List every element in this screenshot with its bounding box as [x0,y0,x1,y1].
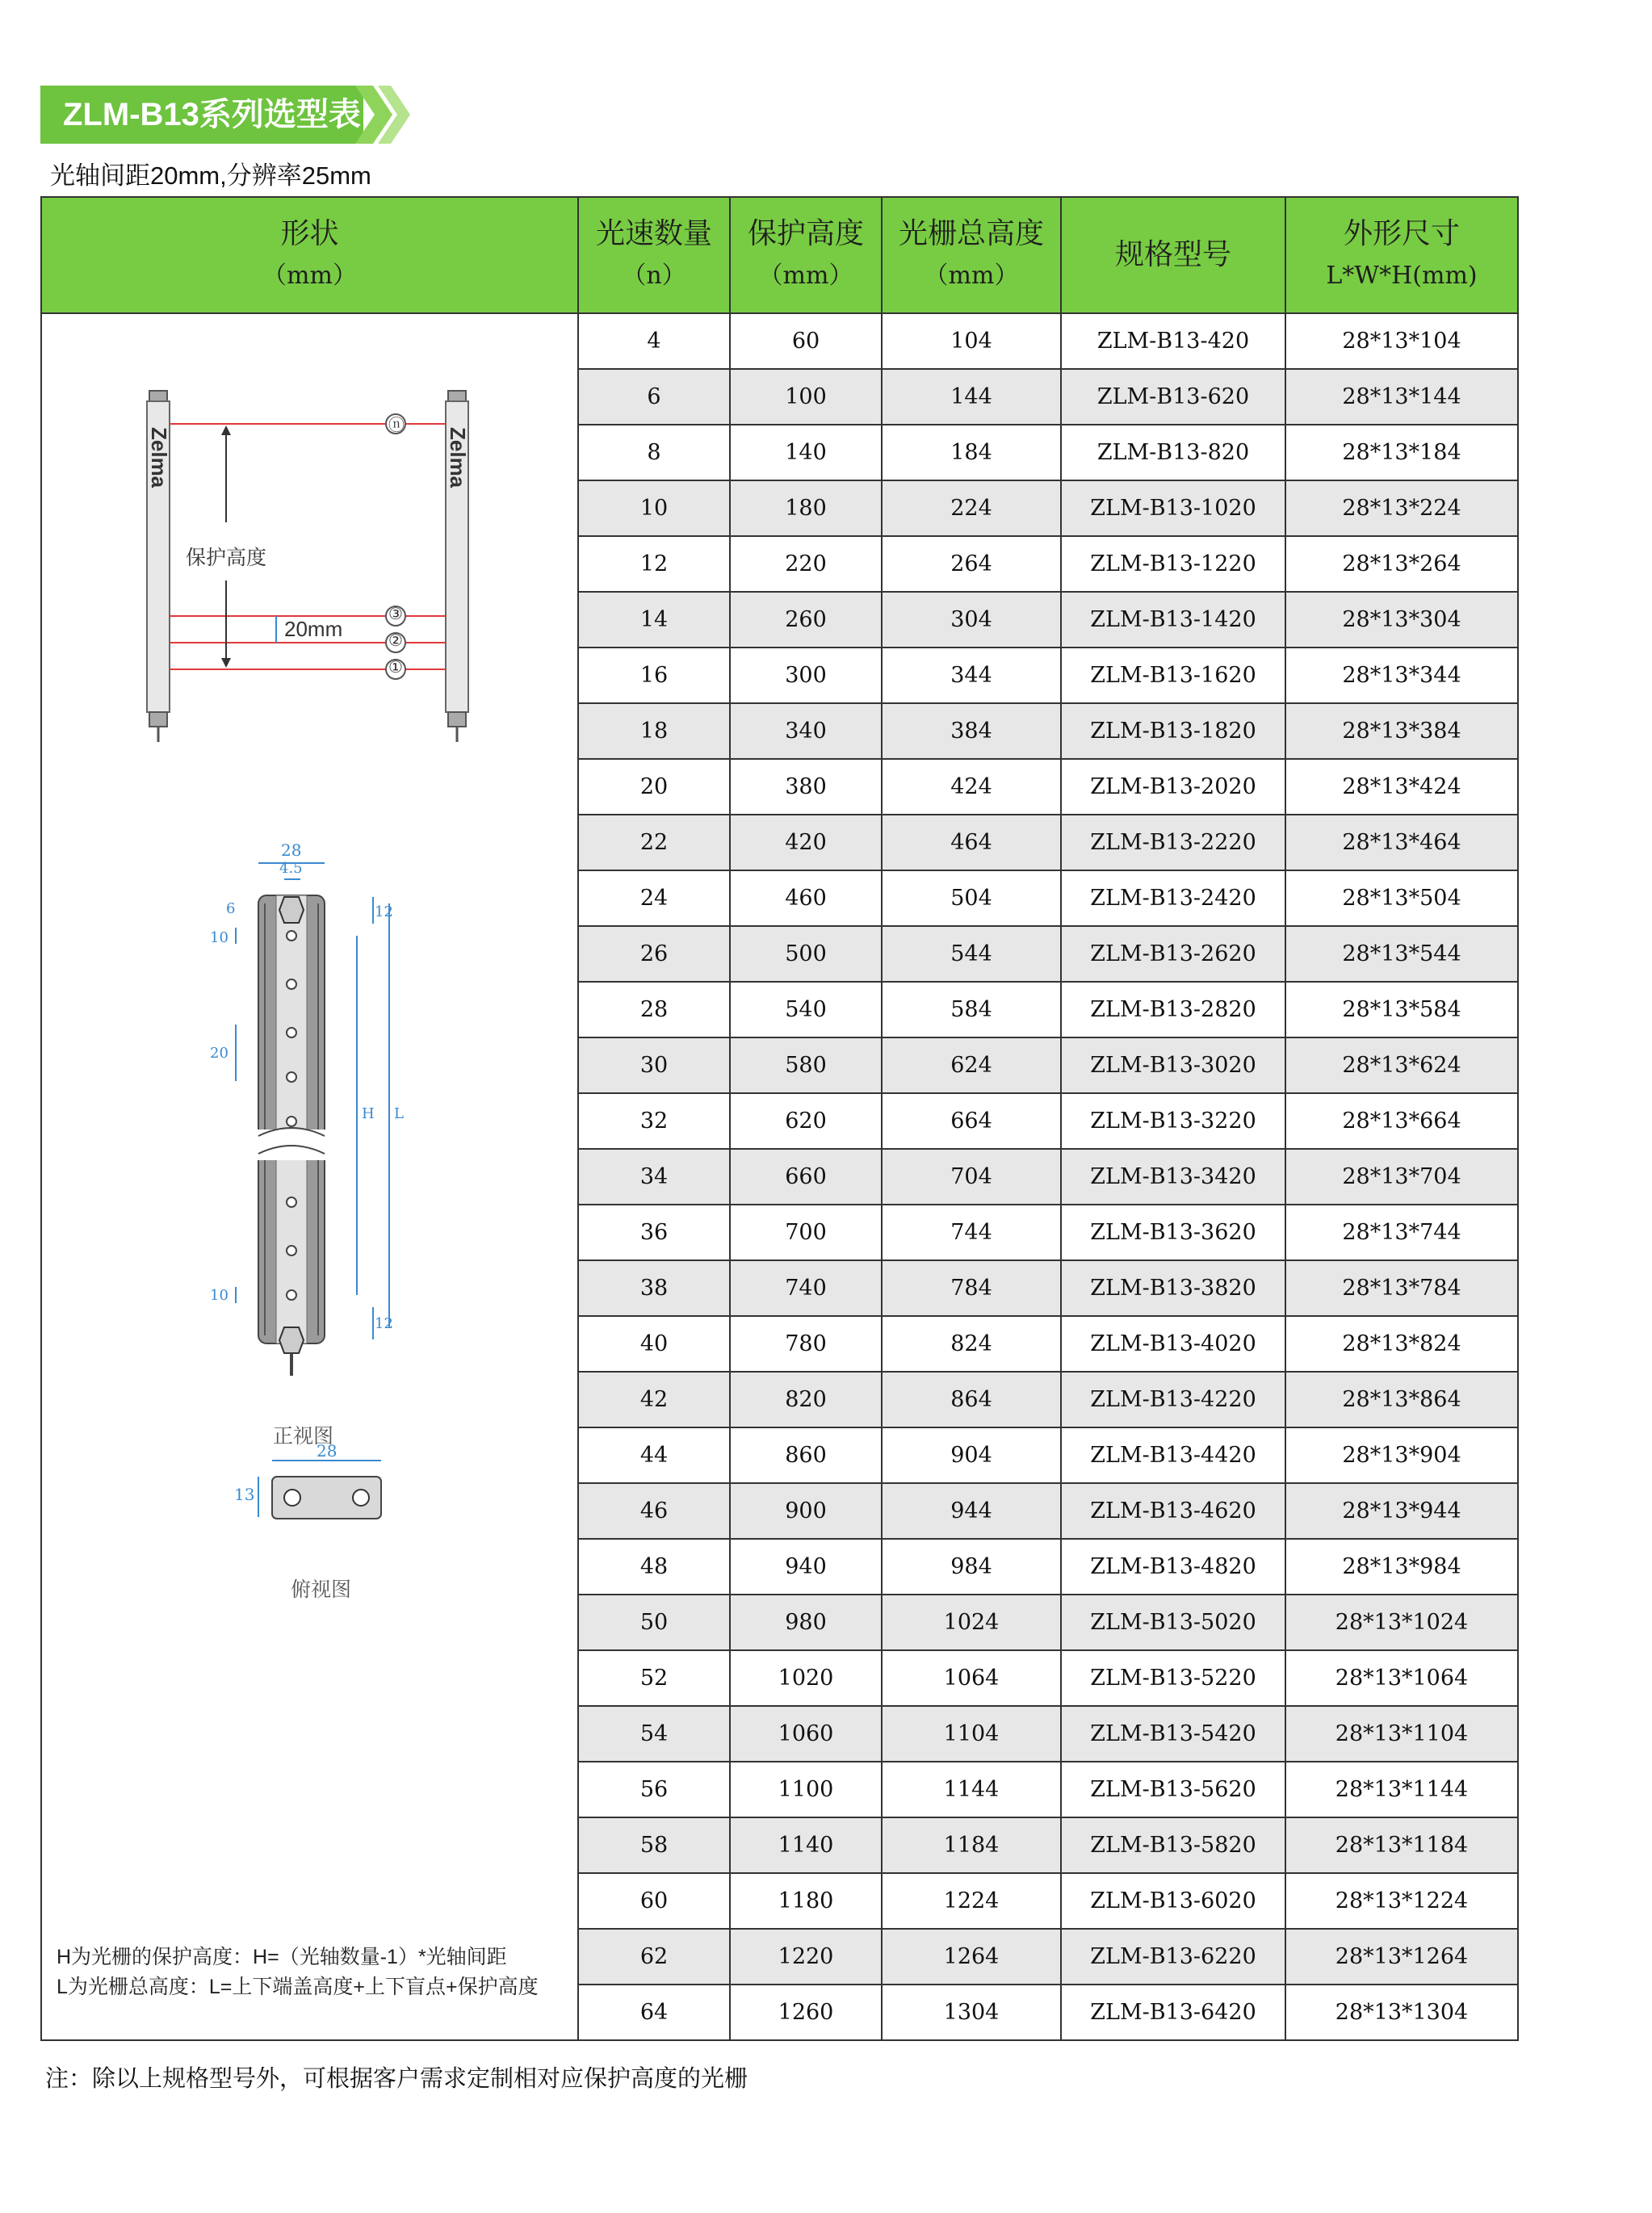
table-cell-n: 12 [578,536,730,592]
table-cell-h: 820 [730,1372,882,1427]
table-cell-size: 28*13*904 [1285,1427,1518,1483]
table-cell-n: 22 [578,815,730,870]
table-cell-n: 34 [578,1149,730,1205]
table-cell-size: 28*13*1224 [1285,1873,1518,1929]
table-cell-h: 220 [730,536,882,592]
table-cell-total: 744 [882,1205,1061,1260]
formula-h: H为光栅的保护高度：H=（光轴数量-1）*光轴间距 [57,1946,507,1968]
beam-label-n: ⓝ [388,415,405,434]
table-cell-total: 464 [882,815,1061,870]
table-cell-total: 824 [882,1316,1061,1372]
dim-width: 28 [281,840,302,860]
table-cell-model: ZLM-B13-1620 [1061,648,1285,703]
table-cell-size: 28*13*824 [1285,1316,1518,1372]
table-cell-total: 544 [882,926,1061,982]
table-cell-n: 20 [578,759,730,815]
table-cell-model: ZLM-B13-3420 [1061,1149,1285,1205]
dim-top-gap: 6 [226,900,236,917]
table-cell-model: ZLM-B13-4820 [1061,1539,1285,1595]
table-row [41,313,1518,369]
table-cell-total: 264 [882,536,1061,592]
table-cell-h: 660 [730,1149,882,1205]
protect-height-label: 保护高度 [186,547,267,569]
dim-offset: 4.5 [279,860,303,877]
table-cell-size: 28*13*264 [1285,536,1518,592]
table-cell-size: 28*13*1064 [1285,1650,1518,1706]
table-cell-total: 344 [882,648,1061,703]
table-cell-total: 944 [882,1483,1061,1539]
table-cell-n: 26 [578,926,730,982]
pitch-label: 20mm [284,617,343,641]
table-cell-total: 1224 [882,1873,1061,1929]
table-cell-n: 64 [578,1985,730,2040]
table-cell-model: ZLM-B13-1020 [1061,480,1285,536]
table-cell-h: 1100 [730,1762,882,1817]
table-cell-h: 540 [730,982,882,1037]
table-cell-n: 32 [578,1093,730,1149]
table-cell-total: 1184 [882,1817,1061,1873]
table-cell-model: ZLM-B13-2620 [1061,926,1285,982]
table-cell-model: ZLM-B13-2220 [1061,815,1285,870]
table-cell-model: ZLM-B13-1820 [1061,703,1285,759]
table-cell-model: ZLM-B13-5820 [1061,1817,1285,1873]
table-cell-n: 10 [578,480,730,536]
table-cell-model: ZLM-B13-820 [1061,425,1285,480]
table-cell-size: 28*13*584 [1285,982,1518,1037]
table-cell-total: 384 [882,703,1061,759]
selection-table [40,196,1519,2041]
table-cell-total: 504 [882,870,1061,926]
beam-label-2: ② [388,631,403,650]
table-cell-total: 904 [882,1427,1061,1483]
col-header-beam-count: 光速数量 （n） [578,197,730,313]
table-cell-total: 424 [882,759,1061,815]
table-cell-size: 28*13*1184 [1285,1817,1518,1873]
table-cell-model: ZLM-B13-5620 [1061,1762,1285,1817]
table-cell-model: ZLM-B13-4620 [1061,1483,1285,1539]
table-cell-size: 28*13*1304 [1285,1985,1518,2040]
table-cell-size: 28*13*1024 [1285,1595,1518,1650]
table-cell-n: 36 [578,1205,730,1260]
table-cell-h: 700 [730,1205,882,1260]
table-cell-model: ZLM-B13-620 [1061,369,1285,425]
table-cell-h: 860 [730,1427,882,1483]
table-cell-h: 60 [730,313,882,369]
table-cell-total: 104 [882,313,1061,369]
table-cell-model: ZLM-B13-1220 [1061,536,1285,592]
dim-H: H [362,1105,375,1122]
dim-top-cap: 12 [375,903,393,920]
table-cell-size: 28*13*504 [1285,870,1518,926]
chevron-arrows-icon [355,86,420,144]
table-cell-size: 28*13*1144 [1285,1762,1518,1817]
table-cell-model: ZLM-B13-3820 [1061,1260,1285,1316]
table-cell-model: ZLM-B13-2420 [1061,870,1285,926]
dim-bottom-cap: 12 [375,1315,393,1332]
table-cell-n: 60 [578,1873,730,1929]
table-cell-h: 1220 [730,1929,882,1985]
table-cell-size: 28*13*344 [1285,648,1518,703]
table-cell-n: 42 [578,1372,730,1427]
top-view-caption: 俯视图 [291,1578,352,1601]
table-cell-total: 224 [882,480,1061,536]
table-cell-n: 48 [578,1539,730,1595]
table-cell-total: 304 [882,592,1061,648]
table-cell-total: 784 [882,1260,1061,1316]
table-cell-size: 28*13*144 [1285,369,1518,425]
table-cell-model: ZLM-B13-6020 [1061,1873,1285,1929]
table-cell-size: 28*13*464 [1285,815,1518,870]
dim-first: 10 [210,929,229,946]
table-cell-total: 144 [882,369,1061,425]
table-cell-size: 28*13*424 [1285,759,1518,815]
table-cell-size: 28*13*624 [1285,1037,1518,1093]
table-cell-h: 580 [730,1037,882,1093]
table-cell-n: 4 [578,313,730,369]
col-header-model: 规格型号 [1061,197,1285,313]
top-dim-width: 28 [317,1441,338,1461]
table-cell-model: ZLM-B13-2820 [1061,982,1285,1037]
table-cell-model: ZLM-B13-3620 [1061,1205,1285,1260]
table-cell-size: 28*13*1104 [1285,1706,1518,1762]
table-cell-size: 28*13*664 [1285,1093,1518,1149]
table-cell-total: 1304 [882,1985,1061,2040]
table-cell-h: 940 [730,1539,882,1595]
table-cell-h: 1260 [730,1985,882,2040]
table-cell-model: ZLM-B13-4420 [1061,1427,1285,1483]
table-cell-model: ZLM-B13-2020 [1061,759,1285,815]
table-cell-total: 584 [882,982,1061,1037]
table-cell-size: 28*13*544 [1285,926,1518,982]
table-cell-h: 420 [730,815,882,870]
spec-subtitle: 光轴间距20mm,分辨率25mm [50,161,371,190]
beam-label-1: ① [388,657,403,677]
table-cell-n: 50 [578,1595,730,1650]
table-cell-size: 28*13*704 [1285,1149,1518,1205]
shape-diagram-cell [41,313,578,2040]
brand-label-right: Zelma [446,427,470,488]
table-cell-h: 1180 [730,1873,882,1929]
table-cell-size: 28*13*784 [1285,1260,1518,1316]
brand-label-left: Zelma [147,427,171,488]
table-cell-model: ZLM-B13-3220 [1061,1093,1285,1149]
table-cell-h: 460 [730,870,882,926]
table-cell-total: 624 [882,1037,1061,1093]
formula-l: L为光栅总高度：L=上下端盖高度+上下盲点+保护高度 [57,1976,539,1998]
table-cell-n: 54 [578,1706,730,1762]
table-cell-total: 984 [882,1539,1061,1595]
table-cell-size: 28*13*744 [1285,1205,1518,1260]
table-cell-h: 740 [730,1260,882,1316]
table-cell-n: 62 [578,1929,730,1985]
table-cell-h: 380 [730,759,882,815]
table-cell-model: ZLM-B13-4220 [1061,1372,1285,1427]
col-header-dimensions: 外形尺寸 L*W*H(mm) [1285,197,1518,313]
table-cell-model: ZLM-B13-3020 [1061,1037,1285,1093]
table-cell-n: 44 [578,1427,730,1483]
table-cell-model: ZLM-B13-5020 [1061,1595,1285,1650]
table-cell-h: 500 [730,926,882,982]
table-cell-h: 1020 [730,1650,882,1706]
table-cell-h: 100 [730,369,882,425]
table-cell-model: ZLM-B13-5220 [1061,1650,1285,1706]
table-cell-h: 980 [730,1595,882,1650]
table-cell-total: 1024 [882,1595,1061,1650]
series-title-banner: ZLM-B13系列选型表 [40,86,363,144]
table-cell-n: 24 [578,870,730,926]
table-cell-total: 864 [882,1372,1061,1427]
table-cell-n: 58 [578,1817,730,1873]
footer-note: 注：除以上规格型号外，可根据客户需求定制相对应保护高度的光栅 [45,2066,748,2092]
table-cell-size: 28*13*1264 [1285,1929,1518,1985]
table-cell-h: 1140 [730,1817,882,1873]
table-cell-n: 40 [578,1316,730,1372]
col-header-shape: 形状 （mm） [41,197,578,313]
table-cell-n: 46 [578,1483,730,1539]
table-cell-h: 780 [730,1316,882,1372]
dim-last: 10 [210,1287,229,1304]
table-cell-model: ZLM-B13-6420 [1061,1985,1285,2040]
table-cell-n: 30 [578,1037,730,1093]
table-cell-n: 38 [578,1260,730,1316]
table-cell-model: ZLM-B13-420 [1061,313,1285,369]
table-cell-size: 28*13*224 [1285,480,1518,536]
col-header-total-height: 光栅总高度 （mm） [882,197,1061,313]
table-cell-total: 1144 [882,1762,1061,1817]
table-cell-n: 6 [578,369,730,425]
table-cell-size: 28*13*944 [1285,1483,1518,1539]
beam-label-3: ③ [388,604,403,623]
col-header-protect-height: 保护高度 （mm） [730,197,882,313]
table-cell-model: ZLM-B13-5420 [1061,1706,1285,1762]
dim-L: L [394,1105,404,1122]
table-cell-h: 900 [730,1483,882,1539]
table-cell-size: 28*13*104 [1285,313,1518,369]
table-cell-n: 16 [578,648,730,703]
table-cell-h: 300 [730,648,882,703]
table-cell-model: ZLM-B13-6220 [1061,1929,1285,1985]
table-cell-n: 28 [578,982,730,1037]
top-view-diagram [42,1469,579,1549]
table-cell-h: 620 [730,1093,882,1149]
table-cell-n: 14 [578,592,730,648]
table-cell-h: 1060 [730,1706,882,1762]
dim-pitch: 20 [210,1045,229,1062]
table-cell-n: 52 [578,1650,730,1706]
table-cell-total: 184 [882,425,1061,480]
front-view-caption: 正视图 [273,1425,334,1448]
table-cell-size: 28*13*864 [1285,1372,1518,1427]
table-cell-model: ZLM-B13-4020 [1061,1316,1285,1372]
table-cell-total: 664 [882,1093,1061,1149]
top-dim-height: 13 [234,1485,255,1504]
table-cell-h: 340 [730,703,882,759]
table-cell-h: 180 [730,480,882,536]
table-cell-size: 28*13*184 [1285,425,1518,480]
table-cell-size: 28*13*384 [1285,703,1518,759]
table-cell-total: 1264 [882,1929,1061,1985]
table-cell-h: 260 [730,592,882,648]
light-curtain-diagram [42,314,579,1525]
table-cell-n: 18 [578,703,730,759]
table-cell-total: 1064 [882,1650,1061,1706]
table-cell-model: ZLM-B13-1420 [1061,592,1285,648]
table-cell-n: 8 [578,425,730,480]
table-cell-n: 56 [578,1762,730,1817]
table-cell-size: 28*13*984 [1285,1539,1518,1595]
table-cell-total: 1104 [882,1706,1061,1762]
table-cell-total: 704 [882,1149,1061,1205]
table-cell-h: 140 [730,425,882,480]
table-cell-size: 28*13*304 [1285,592,1518,648]
table-header-row [41,197,1518,313]
